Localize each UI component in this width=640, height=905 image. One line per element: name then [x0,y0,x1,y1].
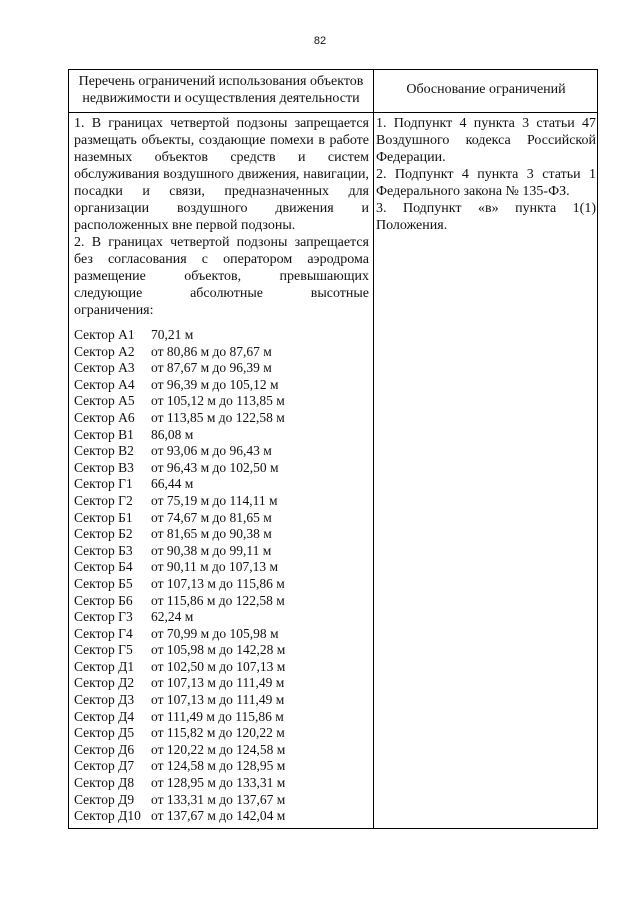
sector-name: Сектор А1 [74,327,135,342]
sector-row [74,559,369,576]
sector-name: Сектор А3 [74,360,135,376]
sector-height: от 105,12 м до 113,85 м [151,393,285,409]
sector-height: от 111,49 м до 115,86 м [151,708,284,724]
sector-height: от 102,50 м до 107,13 м [151,658,286,674]
sector-name: Сектор А2 [74,343,135,359]
restriction-item-2-line: размещение объектов, превышающих [74,269,369,284]
sector-name: Сектор В3 [74,459,134,475]
sector-row [74,427,369,444]
sector-height: 66,44 м [151,476,194,492]
sector-height: от 107,13 м до 111,49 м [151,675,285,691]
sector-row [74,510,369,527]
header-restrictions: Перечень ограничений использования объектов недвижимости и осуществления деятельности [78,74,364,106]
sector-row [74,393,369,410]
restriction-item-1: 1. В границах четвертой подзоны запрещается размещать объекты, создающие помехи в работе наземных объектов средств и систем обслуживания воздушного движения, навигации, посадки и связи, предназначенных для организации воздушного движения и расположенных вне первой подзоны. [74,116,369,233]
justification-item-2: 2. Подпункт 4 пункта 3 статьи 1 Федерального закона № 135-ФЗ. [376,167,596,199]
sector-name: Сектор Б5 [74,575,133,591]
sector-row [74,659,369,676]
sector-height: от 90,38 м до 99,11 м [151,542,272,558]
sector-height: от 107,13 м до 111,49 м [151,692,285,708]
sector-height: от 70,99 м до 105,98 м [151,625,279,641]
sector-name: Сектор Д8 [74,775,135,791]
sector-name: Сектор Г1 [74,476,133,492]
sector-height: от 93,06 м до 96,43 м [151,443,272,459]
sector-row [74,460,369,477]
sector-row [74,758,369,775]
sector-name: Сектор Д5 [74,725,135,741]
sector-name: Сектор Г3 [74,609,133,625]
sector-list [74,327,369,825]
sector-name: Сектор Г2 [74,492,133,508]
sector-row [74,327,369,344]
sector-row [74,725,369,742]
sector-height: от 128,95 м до 133,31 м [151,775,286,791]
sector-row [74,476,369,493]
header-divider [69,112,597,113]
sector-name: Сектор Д10 [74,808,141,824]
page-number: 82 [313,35,327,47]
sector-name: Сектор Б3 [74,542,133,558]
sector-height: от 124,58 м до 128,95 м [151,758,286,774]
restrictions-cell [74,115,369,825]
sector-name: Сектор Б6 [74,592,133,608]
sector-row [74,493,369,510]
sector-row [74,742,369,759]
sector-row [74,360,369,377]
sector-name: Сектор Б4 [74,559,133,575]
sector-row [74,775,369,792]
sector-height: от 96,39 м до 105,12 м [151,376,279,392]
sector-row [74,808,369,825]
header-justification: Обоснование ограничений [406,82,566,97]
sector-name: Сектор А5 [74,393,135,409]
sector-name: Сектор Д3 [74,692,135,708]
sector-height: от 113,85 м до 122,58 м [151,409,285,425]
sector-name: Сектор В2 [74,443,134,459]
sector-height: от 120,22 м до 124,58 м [151,741,286,757]
justification-item-3: 3. Подпункт «в» пункта 1(1) Положения. [376,201,596,233]
restriction-item-2-line: без согласования с оператором аэродрома [74,252,369,267]
sector-height: 70,21 м [151,327,194,342]
restriction-item-2-line: 2. В границах четвертой подзоны запрещается [74,235,369,250]
sector-height: 62,24 м [151,609,194,625]
sector-height: от 137,67 м до 142,04 м [151,808,286,824]
sector-height: от 115,82 м до 120,22 м [151,725,285,741]
sector-row [74,642,369,659]
sector-row [74,675,369,692]
sector-name: Сектор Д7 [74,758,135,774]
sector-row [74,709,369,726]
sector-row [74,792,369,809]
sector-row [74,576,369,593]
sector-name: Сектор Д2 [74,675,135,691]
sector-name: Сектор Д6 [74,741,135,757]
sector-height: от 80,86 м до 87,67 м [151,343,272,359]
sector-row [74,377,369,394]
sector-height: 86,08 м [151,426,194,442]
sector-name: Сектор Д4 [74,708,135,724]
sector-name: Сектор Д9 [74,791,135,807]
sector-name: Сектор А6 [74,409,135,425]
sector-row [74,609,369,626]
restrictions-table [68,69,598,829]
sector-height: от 105,98 м до 142,28 м [151,642,286,658]
sector-name: Сектор Б2 [74,526,133,542]
sector-name: Сектор Г4 [74,625,133,641]
sector-height: от 90,11 м до 107,13 м [151,559,279,575]
justification-cell [376,115,596,234]
restriction-item-2-line: ограничения: [74,303,154,318]
sector-name: Сектор А4 [74,376,135,392]
justification-item-1: 1. Подпункт 4 пункта 3 статьи 47 Воздушного кодекса Российской Федерации. [376,116,596,165]
column-divider [373,70,374,828]
sector-name: Сектор Г5 [74,642,133,658]
sector-row [74,692,369,709]
sector-name: Сектор Д1 [74,658,135,674]
sector-row [74,344,369,361]
sector-row [74,410,369,427]
sector-name: Сектор Б1 [74,509,133,525]
sector-row [74,443,369,460]
sector-height: от 96,43 м до 102,50 м [151,459,279,475]
sector-height: от 87,67 м до 96,39 м [151,360,272,376]
sector-height: от 115,86 м до 122,58 м [151,592,285,608]
sector-height: от 107,13 м до 115,86 м [151,575,285,591]
sector-row [74,543,369,560]
restriction-item-2-line: следующие абсолютные высотные [74,286,369,301]
sector-height: от 74,67 м до 81,65 м [151,509,272,525]
sector-row [74,526,369,543]
sector-name: Сектор В1 [74,426,134,442]
sector-height: от 75,19 м до 114,11 м [151,492,278,508]
sector-height: от 133,31 м до 137,67 м [151,791,286,807]
sector-row [74,593,369,610]
sector-height: от 81,65 м до 90,38 м [151,526,272,542]
sector-row [74,626,369,643]
